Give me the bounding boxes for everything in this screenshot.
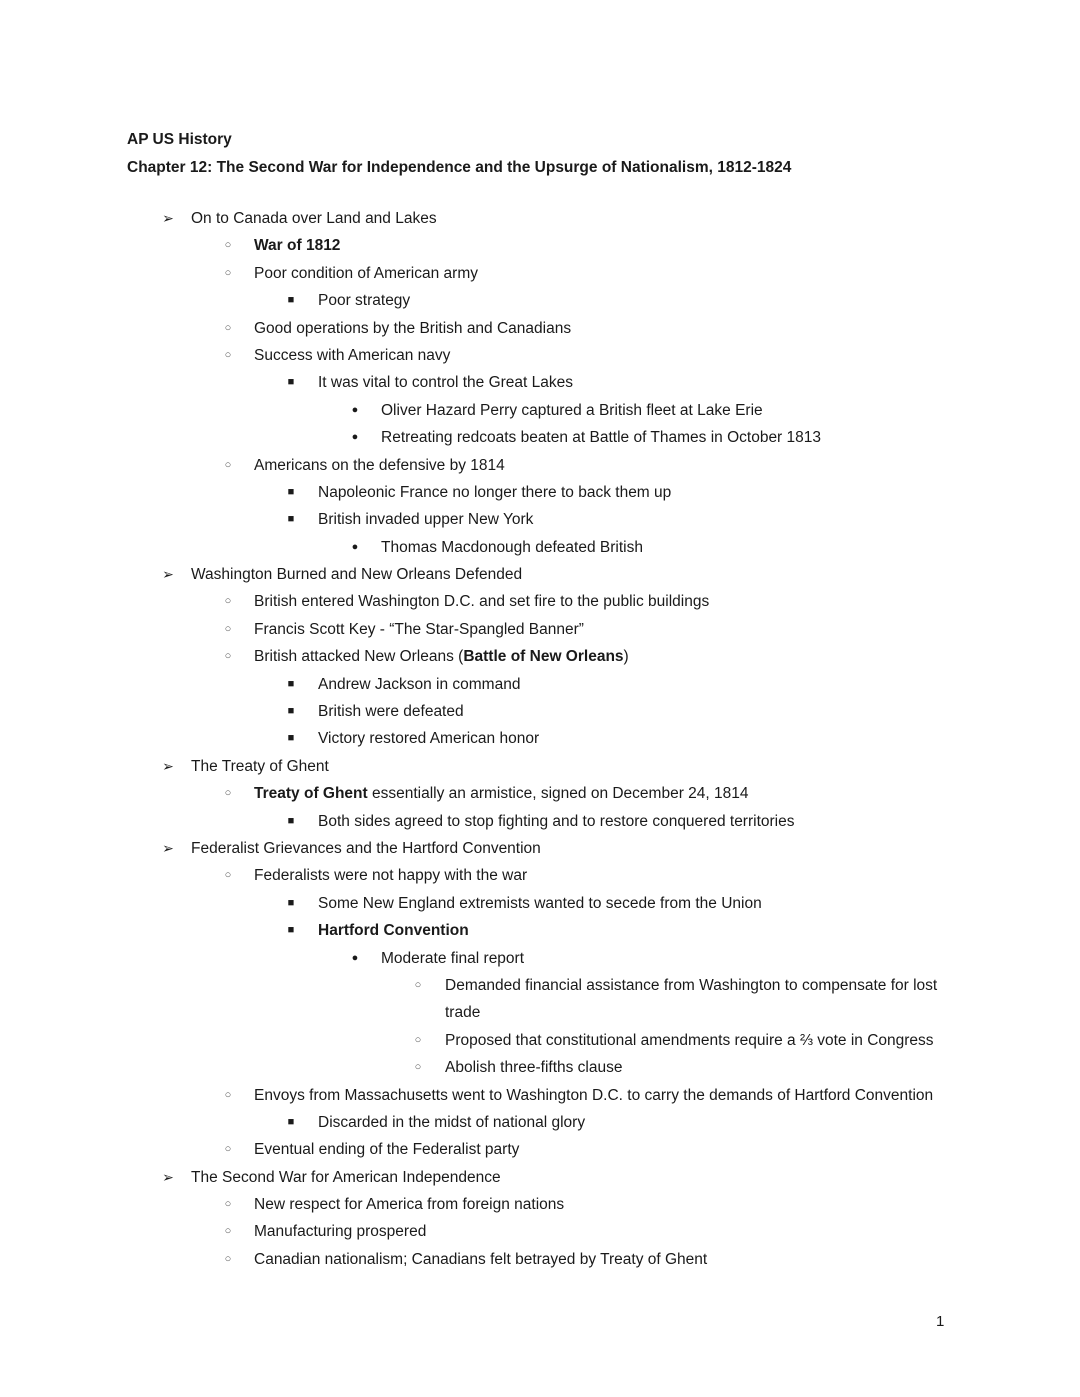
text-run: British entered Washington D.C. and set fire to the public buildings [254, 593, 710, 611]
outline-item-level-4 [0, 424, 1080, 451]
outline-item-text [318, 808, 794, 835]
text-run: Eventual ending of the Federalist party [254, 1141, 520, 1159]
bullet-marker: ➢ [162, 566, 174, 583]
outline-item-level-2 [0, 260, 1080, 287]
outline-item-text [254, 1136, 519, 1163]
outline-item-level-2 [0, 232, 1080, 259]
bullet-marker: ○ [224, 787, 232, 800]
outline-item-text [254, 232, 340, 259]
text-run: The Second War for American Independence [191, 1168, 501, 1186]
bullet-marker: ○ [224, 595, 232, 608]
bullet-marker: ○ [224, 1143, 232, 1156]
bullet-marker: ○ [224, 1252, 232, 1265]
text-run: Oliver Hazard Perry captured a British fleet at Lake Erie [381, 401, 763, 419]
outline-item-level-5 [0, 1054, 1080, 1081]
text-run: Abolish three-fifths clause [445, 1059, 623, 1077]
bullet-marker: ■ [287, 485, 295, 498]
outline-item-level-1 [0, 753, 1080, 780]
text-run: Poor condition of American army [254, 264, 478, 282]
bullet-marker: ■ [287, 896, 295, 909]
text-run: New respect for America from foreign nations [254, 1196, 565, 1214]
text-run: Moderate final report [381, 949, 525, 967]
text-run: Washington Burned and New Orleans Defended [191, 566, 523, 584]
outline-item-text [318, 725, 539, 752]
bullet-marker: ○ [224, 266, 232, 279]
outline-item-level-1 [0, 835, 1080, 862]
text-run: British attacked New Orleans ( [254, 648, 464, 666]
bullet-marker: ○ [224, 321, 232, 334]
bullet-marker: ○ [224, 1225, 232, 1238]
outline-item-text [445, 1054, 622, 1081]
text-run: Victory restored American honor [318, 730, 540, 748]
text-run: Success with American navy [254, 346, 451, 364]
text-run: British invaded upper New York [318, 511, 534, 529]
notes-outline [0, 205, 1080, 1273]
outline-item-level-3 [0, 808, 1080, 835]
bold-term: Treaty of Ghent [254, 785, 368, 803]
outline-item-level-3 [0, 917, 1080, 944]
bullet-marker: ○ [224, 1088, 232, 1101]
bullet-marker: ○ [224, 348, 232, 361]
outline-item-text [254, 452, 505, 479]
outline-item-text [381, 424, 821, 451]
bullet-marker: ➢ [162, 210, 174, 226]
outline-item-text [191, 753, 329, 780]
outline-item-text [191, 205, 437, 232]
outline-item-level-4 [0, 534, 1080, 561]
outline-item-text [254, 1191, 564, 1218]
text-run: ) [623, 648, 629, 666]
outline-item-level-3 [0, 671, 1080, 698]
text-run: Francis Scott Key - “The Star-Spangled Banner” [254, 620, 584, 638]
bullet-marker: ➢ [162, 757, 174, 774]
outline-item-level-2 [0, 1191, 1080, 1218]
bullet-marker: ● [351, 540, 359, 553]
outline-item-text [254, 1082, 933, 1109]
bullet-marker: ○ [224, 1198, 232, 1211]
bold-term: Battle of New Orleans [463, 648, 624, 666]
outline-item-text [254, 780, 749, 807]
outline-item-level-3 [0, 725, 1080, 752]
outline-item-level-3 [0, 287, 1080, 314]
text-run: Napoleonic France no longer there to back them up [318, 483, 672, 501]
bullet-marker: ○ [414, 978, 422, 991]
bullet-marker: ➢ [162, 839, 174, 856]
outline-item-text [254, 616, 584, 643]
outline-item-text [191, 835, 541, 862]
outline-item-text [254, 315, 571, 342]
text-run: Manufacturing prospered [254, 1223, 427, 1241]
outline-item-level-5 [0, 972, 1080, 1027]
bullet-marker: ● [351, 431, 359, 444]
outline-item-level-2 [0, 1136, 1080, 1163]
outline-item-level-3 [0, 1109, 1080, 1136]
outline-item-text [318, 698, 464, 725]
outline-item-level-3 [0, 890, 1080, 917]
outline-item-level-1 [0, 205, 1080, 232]
outline-item-text [191, 1164, 501, 1191]
text-run: Federalists were not happy with the war [254, 867, 528, 885]
outline-item-text [318, 1109, 585, 1136]
bold-term: Hartford Convention [318, 922, 469, 940]
text-run: British were defeated [318, 703, 464, 721]
text-run: Andrew Jackson in command [318, 675, 521, 693]
text-run: Poor strategy [318, 292, 411, 310]
outline-item-text [254, 342, 450, 369]
outline-item-level-1 [0, 561, 1080, 588]
text-run: Federalist Grievances and the Hartford Convention [191, 839, 541, 857]
bullet-marker: ○ [224, 458, 232, 471]
bullet-marker: ○ [224, 239, 232, 252]
text-run: Discarded in the midst of national glory [318, 1113, 586, 1131]
outline-item-text [318, 369, 573, 396]
outline-item-level-1 [0, 1164, 1080, 1191]
course-title: AP US History [127, 131, 232, 148]
outline-item-level-3 [0, 698, 1080, 725]
outline-item-text [254, 1218, 426, 1245]
outline-item-level-2 [0, 452, 1080, 479]
bold-term: War of 1812 [254, 237, 341, 255]
outline-item-level-3 [0, 506, 1080, 533]
outline-item-text [381, 534, 643, 561]
outline-item-level-2 [0, 588, 1080, 615]
outline-item-level-3 [0, 479, 1080, 506]
outline-item-level-4 [0, 397, 1080, 424]
text-run: The Treaty of Ghent [191, 757, 329, 775]
bullet-marker: ○ [224, 869, 232, 882]
text-run: Proposed that constitutional amendments require a ⅔ vote in Congress [445, 1031, 934, 1049]
bullet-marker: ○ [414, 1033, 422, 1046]
outline-item-level-5 [0, 1027, 1080, 1054]
bullet-marker: ■ [287, 814, 295, 827]
outline-item-text [191, 561, 522, 588]
bullet-marker: ○ [224, 650, 232, 663]
bullet-marker: ■ [287, 513, 295, 526]
outline-item-level-2 [0, 342, 1080, 369]
outline-item-text [254, 643, 629, 670]
text-run: Both sides agreed to stop fighting and to restore conquered territories [318, 812, 795, 830]
outline-item-level-2 [0, 643, 1080, 670]
outline-item-level-2 [0, 1246, 1080, 1273]
text-run: essentially an armistice, signed on December 24, 1814 [367, 785, 749, 803]
outline-item-level-2 [0, 315, 1080, 342]
outline-item-text [318, 479, 671, 506]
bullet-marker: ○ [414, 1061, 422, 1074]
outline-item-text [318, 506, 533, 533]
outline-item-level-2 [0, 780, 1080, 807]
text-run: Some New England extremists wanted to secede from the Union [318, 894, 762, 912]
bullet-marker: ■ [287, 376, 295, 389]
bullet-marker: ○ [224, 622, 232, 635]
text-run: Canadian nationalism; Canadians felt betrayed by Treaty of Ghent [254, 1250, 708, 1268]
outline-item-level-3 [0, 369, 1080, 396]
outline-item-text [254, 260, 478, 287]
outline-item-text [254, 862, 527, 889]
text-run: Demanded financial assistance from Washington to compensate for lost trade [445, 976, 938, 1022]
document-header [127, 126, 987, 181]
bullet-marker: ■ [287, 677, 295, 690]
text-run: Thomas Macdonough defeated British [381, 538, 643, 556]
outline-item-text [381, 397, 763, 424]
outline-item-text [445, 972, 953, 1027]
outline-item-text [318, 890, 762, 917]
bullet-marker: ● [351, 403, 359, 416]
outline-item-text [318, 287, 410, 314]
bullet-marker: ■ [287, 924, 295, 937]
bullet-marker: ● [351, 951, 359, 964]
outline-item-text [254, 1246, 707, 1273]
bullet-marker: ➢ [162, 1168, 174, 1185]
outline-item-text [445, 1027, 934, 1054]
text-run: Americans on the defensive by 1814 [254, 456, 505, 474]
outline-item-text [254, 588, 709, 615]
text-run: Retreating redcoats beaten at Battle of Thames in October 1813 [381, 429, 822, 447]
outline-item-level-2 [0, 862, 1080, 889]
outline-item-level-4 [0, 945, 1080, 972]
text-run: Envoys from Massachusetts went to Washington D.C. to carry the demands of Hartford Convention [254, 1086, 934, 1104]
outline-item-text [381, 945, 524, 972]
text-run: It was vital to control the Great Lakes [318, 374, 574, 392]
outline-item-level-2 [0, 1218, 1080, 1245]
bullet-marker: ■ [287, 705, 295, 718]
outline-item-level-2 [0, 1082, 1080, 1109]
chapter-title: Chapter 12: The Second War for Independence and the Upsurge of Nationalism, 1812-1824 [127, 158, 792, 176]
page-number: 1 [936, 1313, 945, 1330]
bullet-marker: ■ [287, 294, 295, 307]
bullet-marker: ■ [287, 1115, 295, 1128]
text-run: On to Canada over Land and Lakes [191, 210, 437, 227]
outline-item-text [318, 917, 469, 944]
outline-item-text [318, 671, 520, 698]
bullet-marker: ■ [287, 732, 295, 745]
text-run: Good operations by the British and Canadians [254, 319, 572, 337]
outline-item-level-2 [0, 616, 1080, 643]
